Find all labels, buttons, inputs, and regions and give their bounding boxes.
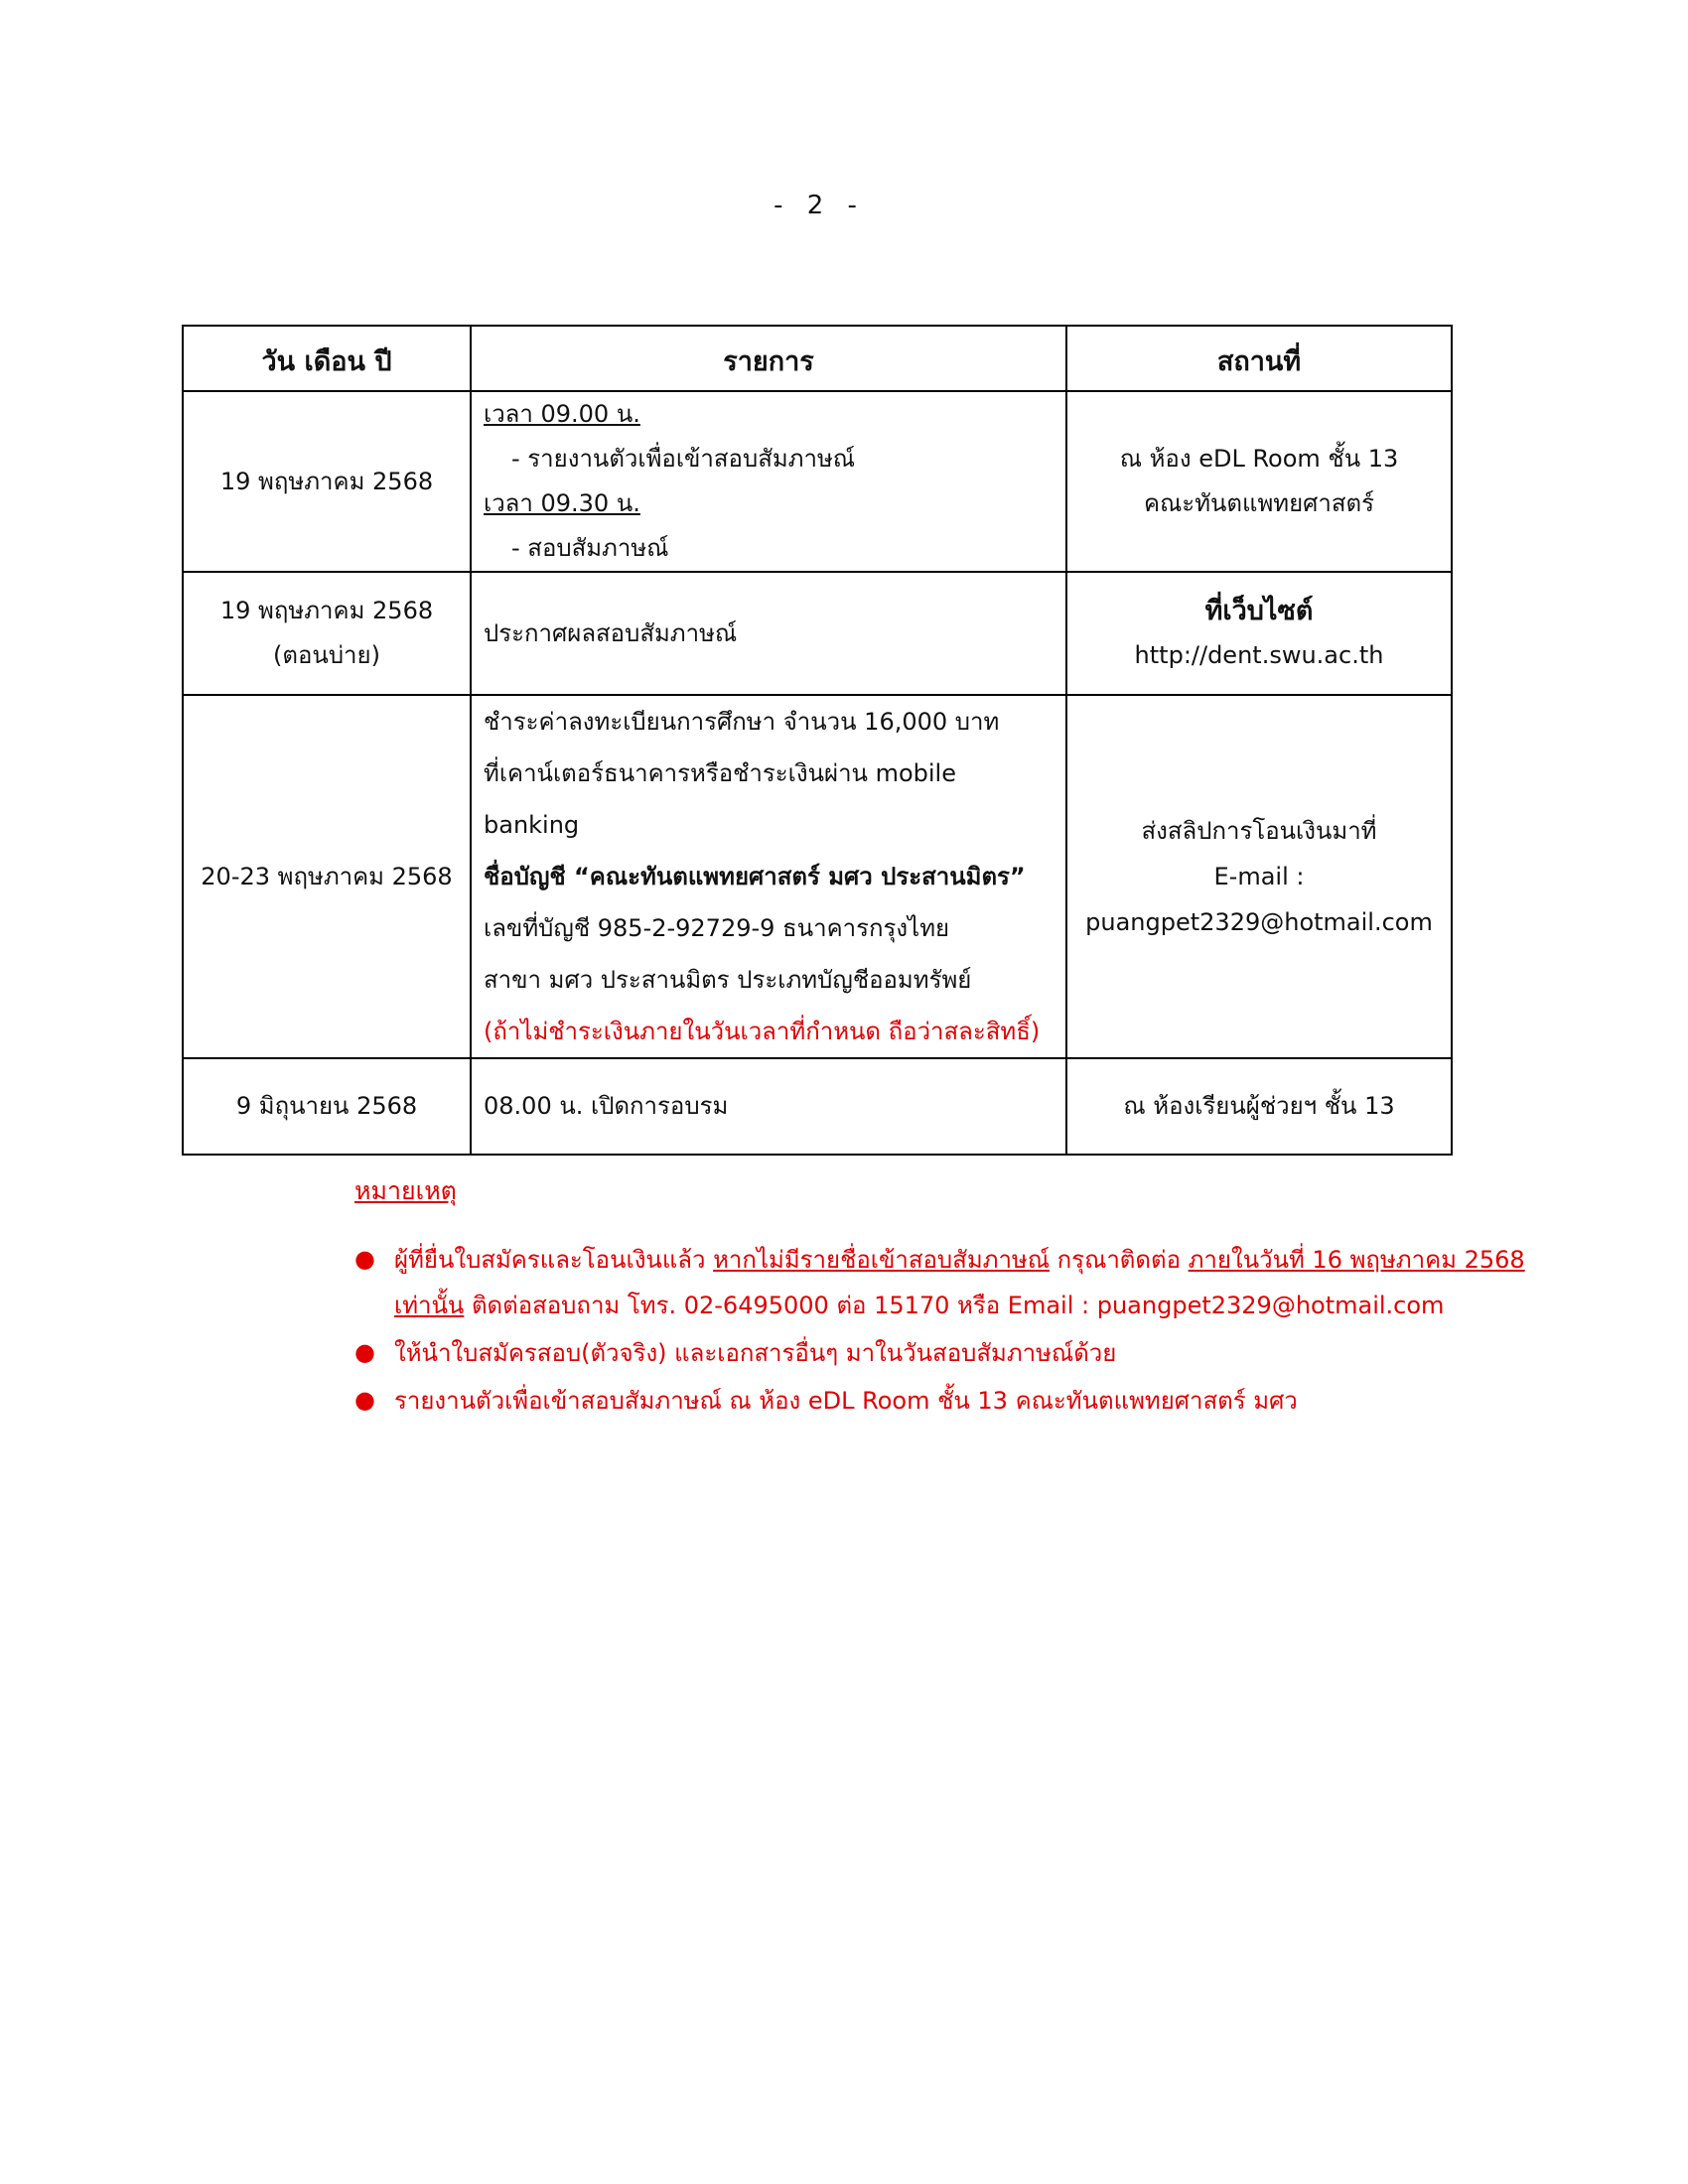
row1-time2: เวลา 09.30 น. (484, 489, 640, 517)
row3-email-link[interactable]: puangpet2329@hotmail.com (1085, 908, 1433, 936)
bullet-icon: ● (354, 1386, 375, 1414)
header-item: รายการ (471, 326, 1066, 391)
bullet-icon: ● (354, 1338, 375, 1366)
row2-date (183, 572, 471, 695)
row1-date: 19 พฤษภาคม 2568 (183, 391, 471, 572)
row2-item: ประกาศผลสอบสัมภาษณ์ (471, 572, 1066, 695)
table-row (183, 1058, 1452, 1155)
row3-warning: (ถ้าไม่ชำระเงินภายในวันเวลาที่กำหนด ถือว่าสละสิทธิ์) (484, 1018, 1041, 1045)
note1-part-b: หากไม่มีรายชื่อเข้าสอบสัมภาษณ์ (713, 1246, 1051, 1274)
row3-date: 20-23 พฤษภาคม 2568 (183, 695, 471, 1058)
row3-account-number: เลขที่บัญชี 985-2-92729-9 ธนาคารกรุงไทย (484, 914, 950, 942)
row3-place (1066, 695, 1452, 1058)
table-row (183, 572, 1452, 695)
table-header-row (183, 326, 1452, 391)
list-item (354, 1237, 1526, 1328)
note1-part-c: กรุณาติดต่อ (1050, 1246, 1189, 1274)
schedule-table (182, 325, 1453, 1156)
row1-time1: เวลา 09.00 น. (484, 400, 640, 428)
row1-place-line1: ณ ห้อง eDL Room ชั้น 13 (1119, 445, 1399, 473)
row1-place-line2: คณะทันตแพทยศาสตร์ (1143, 489, 1375, 517)
note2-text: ให้นำใบสมัครสอบ(ตัวจริง) และเอกสารอื่นๆ มาในวันสอบสัมภาษณ์ด้วย (394, 1339, 1117, 1367)
note1-part-e: ติดต่อสอบถาม โทร. 02-6495000 ต่อ 15170 หรือ Email : puangpet2329@hotmail.com (464, 1292, 1445, 1319)
row3-place-line2: E-mail : (1213, 863, 1305, 890)
row4-item: 08.00 น. เปิดการอบรม (471, 1058, 1066, 1155)
remark-title: หมายเหตุ (354, 1176, 457, 1205)
note3-text: รายงานตัวเพื่อเข้าสอบสัมภาษณ์ ณ ห้อง eDL Room ชั้น 13 คณะทันตแพทยศาสตร์ มศว (394, 1387, 1298, 1415)
header-date: วัน เดือน ปี (183, 326, 471, 391)
row2-date-line1: 19 พฤษภาคม 2568 (219, 597, 434, 624)
row3-account-name: ชื่อบัญชี “คณะทันตแพทยศาสตร์ มศว ประสานมิตร” (484, 863, 1026, 890)
row2-date-line2: (ตอนบ่าย) (273, 641, 380, 669)
row2-website-link[interactable]: http://dent.swu.ac.th (1134, 641, 1384, 669)
row1-task2: - สอบสัมภาษณ์ (511, 534, 669, 562)
row3-line1: ชำระค่าลงทะเบียนการศึกษา จำนวน 16,000 บาท (484, 708, 1000, 736)
note1-part-d: ภายในวันที่ 16 พฤษภาคม 2568 เท่านั้น (394, 1246, 1525, 1319)
row1-place (1066, 391, 1452, 572)
row2-place (1066, 572, 1452, 695)
row4-date: 9 มิถุนายน 2568 (183, 1058, 471, 1155)
list-item (354, 1330, 1526, 1376)
list-item (354, 1378, 1526, 1424)
note-list (354, 1237, 1526, 1424)
table-row (183, 391, 1452, 572)
note1-part-a: ผู้ที่ยื่นใบสมัครและโอนเงินแล้ว (394, 1246, 714, 1274)
row1-task1: - รายงานตัวเพื่อเข้าสอบสัมภาษณ์ (511, 445, 856, 473)
row3-place-line1: ส่งสลิปการโอนเงินมาที่ (1141, 817, 1377, 845)
header-place: สถานที่ (1066, 326, 1452, 391)
row3-line2: ที่เคาน์เตอร์ธนาคารหรือชำระเงินผ่าน mobile banking (484, 759, 956, 839)
row2-place-line1: ที่เว็บไซต์ (1204, 596, 1314, 626)
row3-branch: สาขา มศว ประสานมิตร ประเภทบัญชีออมทรัพย์ (484, 966, 972, 994)
row3-item (471, 695, 1066, 1058)
bullet-icon: ● (354, 1245, 375, 1273)
page-number: - 2 - (774, 191, 865, 220)
table-row (183, 695, 1452, 1058)
row4-place: ณ ห้องเรียนผู้ช่วยฯ ชั้น 13 (1066, 1058, 1452, 1155)
row1-item (471, 391, 1066, 572)
remark-section (354, 1171, 1526, 1426)
